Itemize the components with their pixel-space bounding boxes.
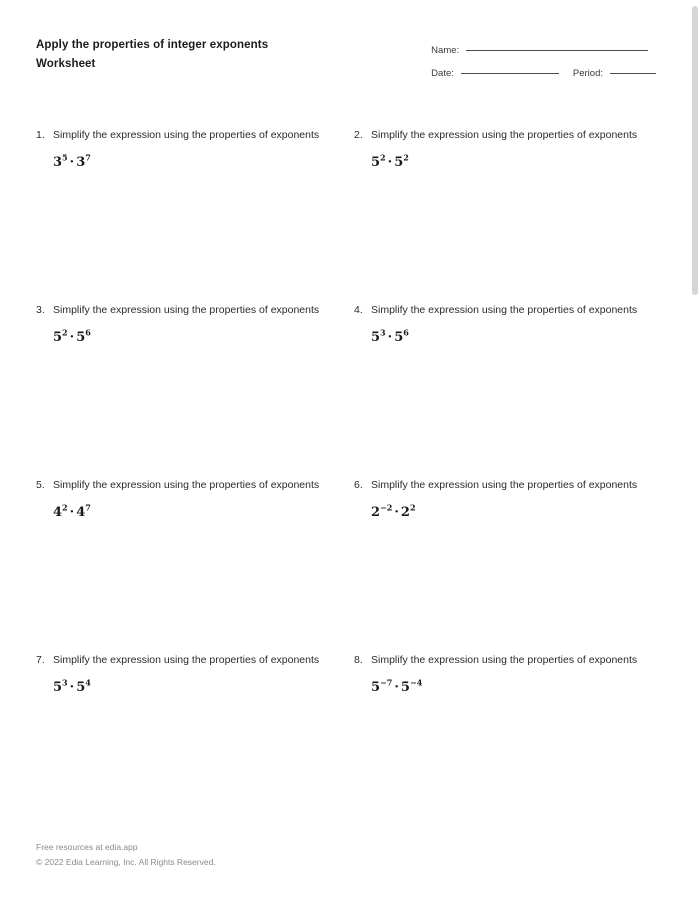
expression-base-2: 5 <box>394 155 404 170</box>
problem-body <box>53 476 350 519</box>
expression-exponent-2: −4 <box>409 677 423 688</box>
expression-base-1: 4 <box>53 505 63 520</box>
expression-exponent-1: 2 <box>62 502 68 513</box>
problem-cell <box>36 476 350 651</box>
expression-base-2: 5 <box>394 330 404 345</box>
problem-cell <box>36 301 350 476</box>
problem-cell <box>350 651 664 826</box>
problem-number: 8. <box>354 654 363 666</box>
problem-cell <box>350 126 664 301</box>
expression-base-2: 5 <box>400 680 410 695</box>
page-title-line-1: Apply the properties of integer exponents <box>36 39 269 51</box>
problem-row <box>36 126 664 301</box>
footer-copyright-text: © 2022 Edia Learning, Inc. All Rights Reserved. <box>36 856 216 867</box>
problem-expression <box>53 677 350 695</box>
page-footer <box>36 840 216 869</box>
problem-item <box>354 476 664 519</box>
expression-exponent-1: −7 <box>380 677 393 688</box>
problem-prompt: Simplify the expression using the properties of exponents <box>53 304 320 316</box>
expression-exponent-1: 2 <box>62 327 68 338</box>
expression-base-1: 5 <box>371 155 381 170</box>
problem-expression <box>371 677 664 695</box>
problem-item <box>354 651 664 694</box>
name-label: Name: <box>431 45 460 56</box>
multiplication-dot-icon: · <box>69 505 75 520</box>
problem-prompt: Simplify the expression using the properties of exponents <box>53 129 320 141</box>
expression-exponent-1: 3 <box>62 677 68 688</box>
problem-body <box>371 651 664 694</box>
problem-item <box>354 126 664 169</box>
problem-row <box>36 476 664 651</box>
multiplication-dot-icon: · <box>387 155 393 170</box>
student-info-block <box>431 41 656 83</box>
problem-body <box>371 476 664 519</box>
name-input-line[interactable] <box>466 50 648 51</box>
expression-base-1: 5 <box>371 680 381 695</box>
period-input-line[interactable] <box>610 73 656 74</box>
problem-expression <box>371 502 664 520</box>
problem-number: 7. <box>36 654 45 666</box>
multiplication-dot-icon: · <box>69 680 75 695</box>
problem-prompt: Simplify the expression using the properties of exponents <box>371 129 638 141</box>
problem-item <box>354 301 664 344</box>
multiplication-dot-icon: · <box>387 330 393 345</box>
page-title-line-2: Worksheet <box>36 58 96 70</box>
problem-number: 6. <box>354 479 363 491</box>
problem-number: 1. <box>36 129 45 141</box>
expression-base-1: 3 <box>53 155 63 170</box>
problem-body <box>371 126 664 169</box>
problem-row <box>36 301 664 476</box>
problem-cell <box>36 126 350 301</box>
expression-exponent-1: −2 <box>380 502 393 513</box>
scrollbar[interactable] <box>691 0 700 907</box>
problem-item <box>36 476 350 519</box>
problem-number: 4. <box>354 304 363 316</box>
problems-grid <box>36 126 664 826</box>
problem-body <box>53 301 350 344</box>
date-period-field-row <box>431 64 656 83</box>
scrollbar-thumb[interactable] <box>692 6 698 295</box>
expression-exponent-2: 6 <box>85 327 91 338</box>
expression-exponent-1: 5 <box>62 152 68 163</box>
footer-resources-text: Free resources at edia.app <box>36 842 138 852</box>
date-label: Date: <box>431 68 454 79</box>
expression-exponent-1: 3 <box>380 327 386 338</box>
problem-cell <box>350 476 664 651</box>
multiplication-dot-icon: · <box>394 680 399 695</box>
problem-prompt: Simplify the expression using the properties of exponents <box>371 654 638 666</box>
problem-cell <box>350 301 664 476</box>
problem-number: 5. <box>36 479 45 491</box>
worksheet-header <box>36 36 656 83</box>
expression-base-2: 3 <box>76 155 86 170</box>
expression-base-1: 5 <box>53 330 63 345</box>
expression-base-2: 2 <box>400 505 410 520</box>
expression-base-2: 4 <box>76 505 86 520</box>
problem-expression <box>53 152 350 170</box>
problem-prompt: Simplify the expression using the properties of exponents <box>371 304 638 316</box>
period-label: Period: <box>572 68 603 79</box>
expression-exponent-2: 7 <box>85 152 91 163</box>
problem-prompt: Simplify the expression using the properties of exponents <box>53 479 320 491</box>
expression-exponent-2: 6 <box>403 327 409 338</box>
problem-body <box>53 651 350 694</box>
expression-base-1: 5 <box>371 330 381 345</box>
problem-expression <box>53 327 350 345</box>
expression-exponent-2: 7 <box>85 502 91 513</box>
problem-item <box>36 651 350 694</box>
expression-exponent-1: 2 <box>380 152 386 163</box>
problem-item <box>36 301 350 344</box>
problem-prompt: Simplify the expression using the properties of exponents <box>53 654 320 666</box>
date-input-line[interactable] <box>461 73 559 74</box>
expression-exponent-2: 2 <box>403 152 409 163</box>
problem-item <box>36 126 350 169</box>
expression-base-2: 5 <box>76 680 86 695</box>
name-field-row <box>431 41 656 60</box>
expression-base-2: 5 <box>76 330 86 345</box>
problem-number: 2. <box>354 129 363 141</box>
expression-exponent-2: 2 <box>409 502 416 513</box>
problem-row <box>36 651 664 826</box>
problem-prompt: Simplify the expression using the properties of exponents <box>371 479 638 491</box>
expression-base-1: 2 <box>371 505 381 520</box>
multiplication-dot-icon: · <box>69 330 75 345</box>
expression-base-1: 5 <box>53 680 63 695</box>
problem-expression <box>371 327 664 345</box>
problem-body <box>53 126 350 169</box>
expression-exponent-2: 4 <box>85 677 91 688</box>
page-title <box>36 36 268 74</box>
multiplication-dot-icon: · <box>69 155 75 170</box>
multiplication-dot-icon: · <box>394 505 399 520</box>
problem-expression <box>371 152 664 170</box>
problem-cell <box>36 651 350 826</box>
problem-body <box>371 301 664 344</box>
problem-expression <box>53 502 350 520</box>
problem-number: 3. <box>36 304 45 316</box>
